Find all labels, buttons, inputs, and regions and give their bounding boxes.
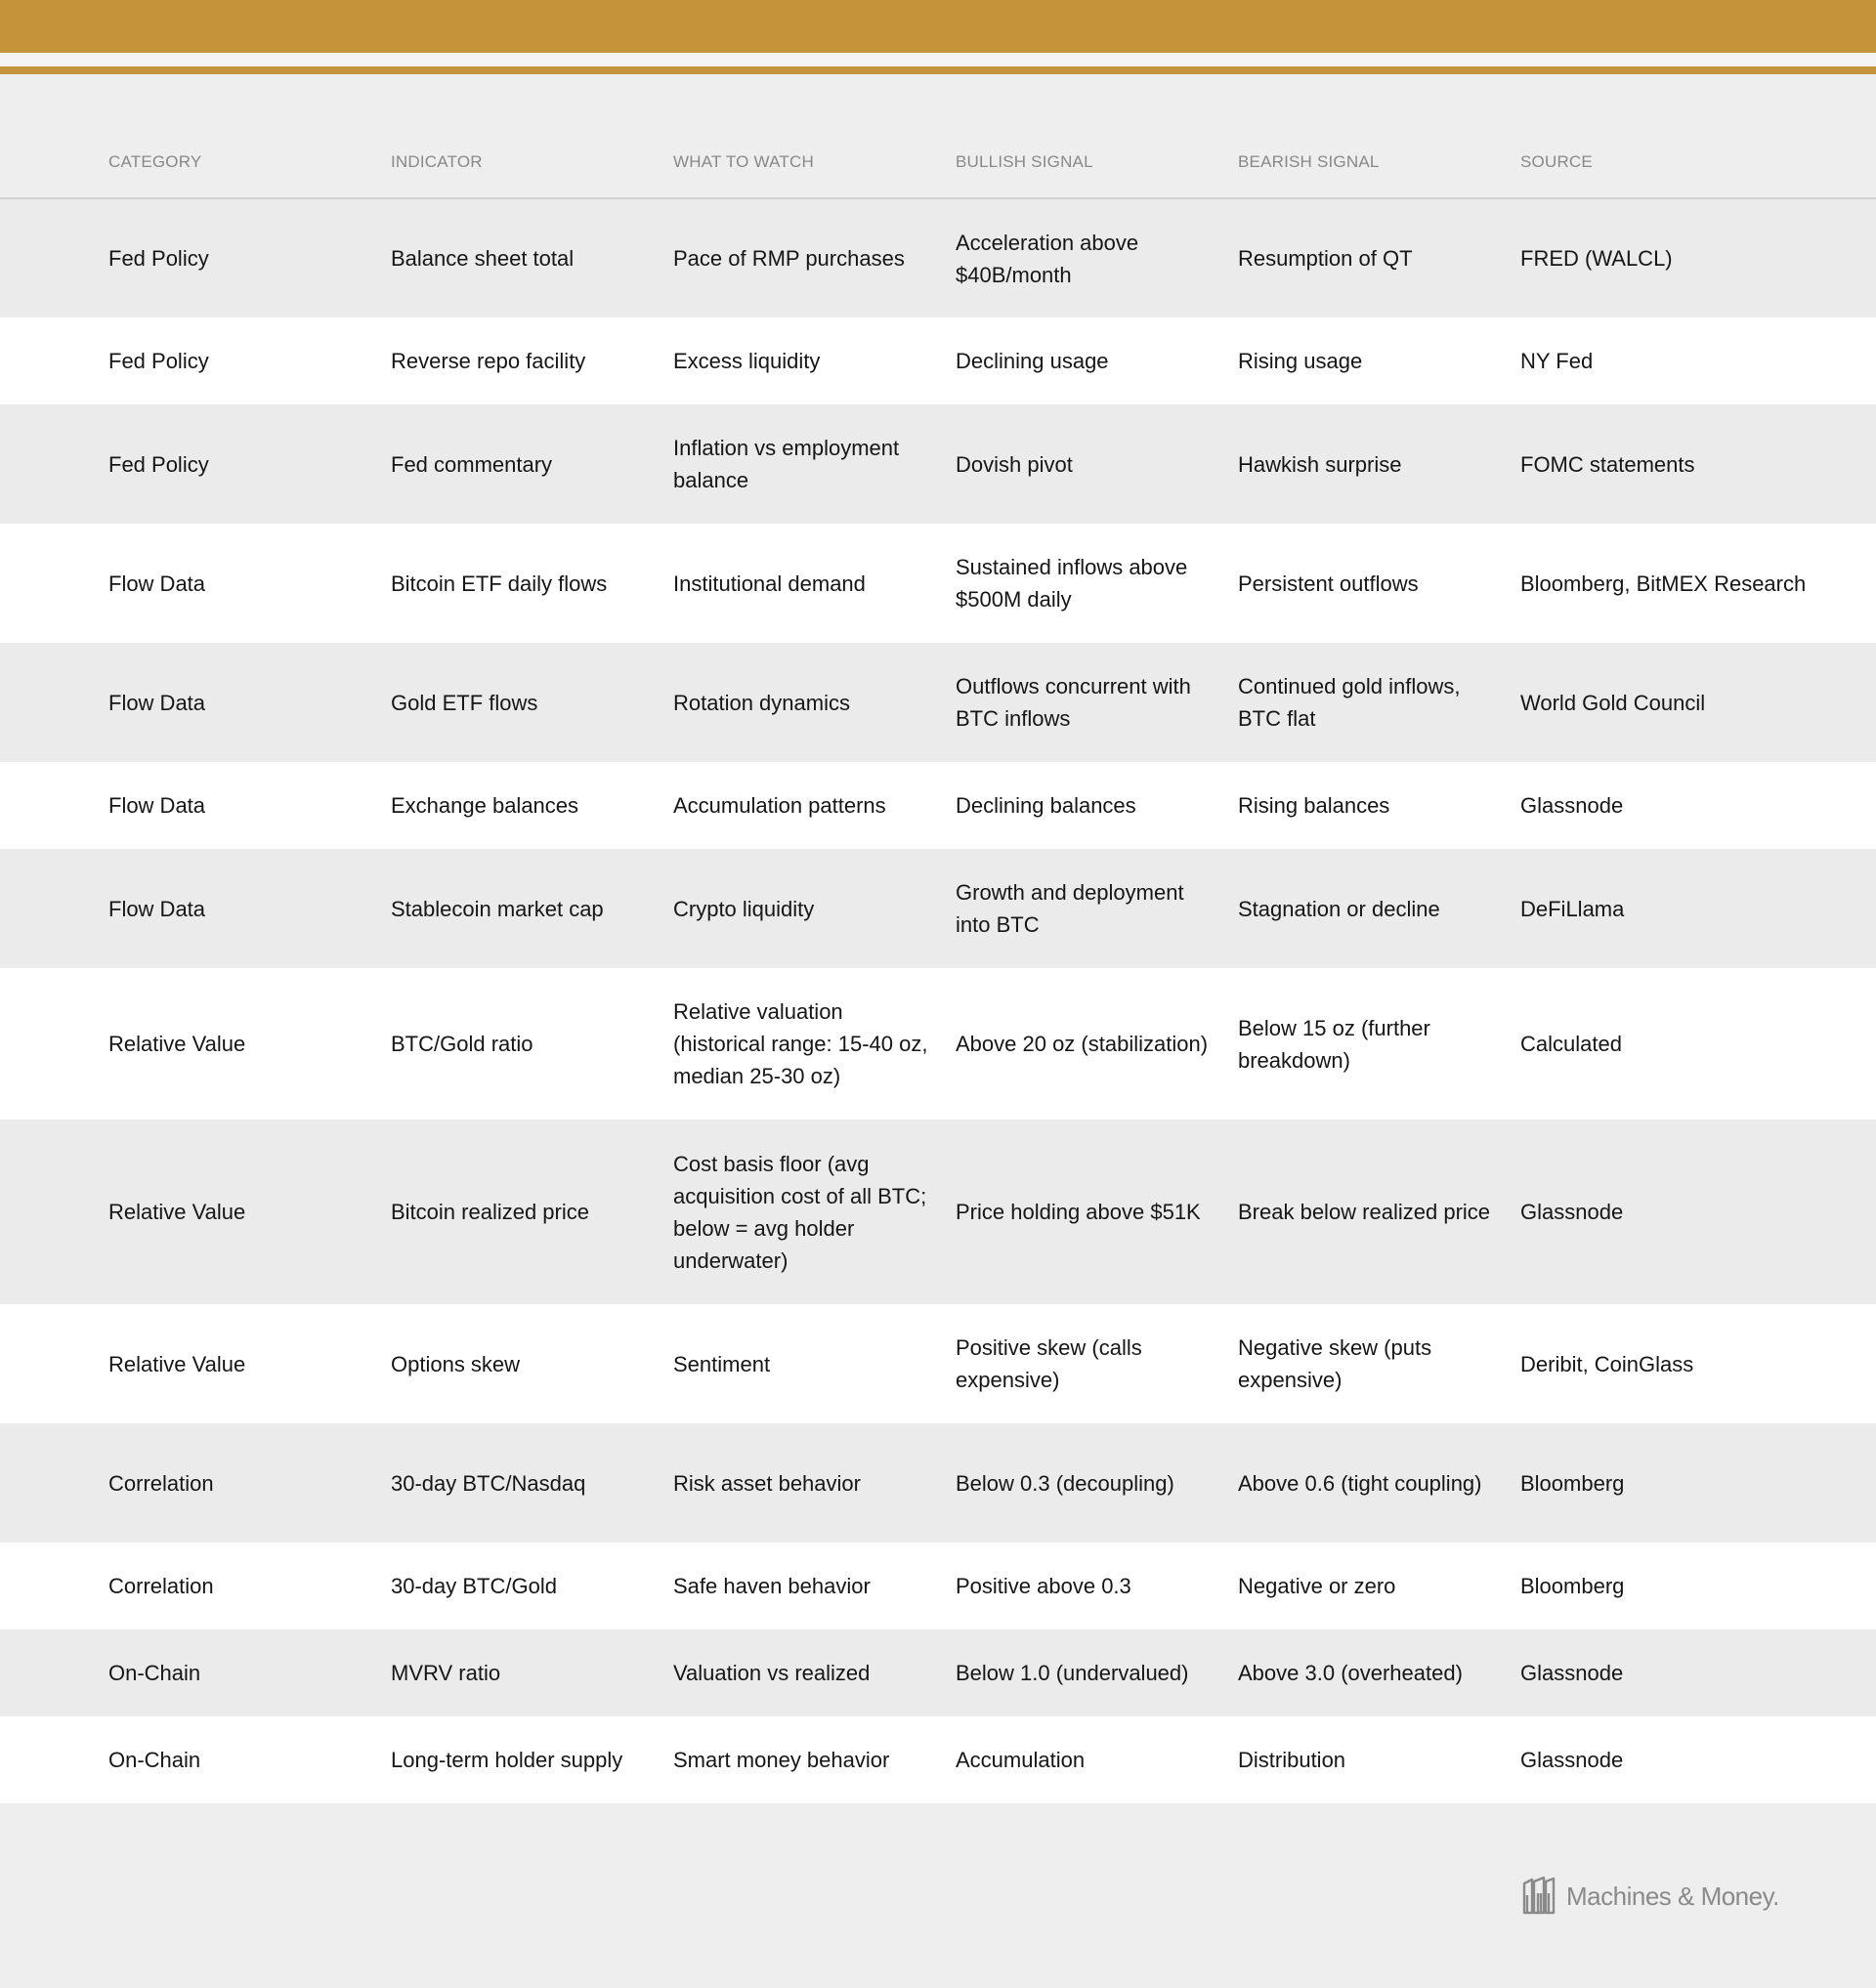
bullish-signal-cell: Acceleration above $40B/month (956, 230, 1139, 287)
table-row (0, 643, 1876, 762)
table-row (0, 317, 1876, 404)
bullish-signal-cell: Below 0.3 (decoupling) (956, 1470, 1174, 1496)
indicator-cell: Gold ETF flows (391, 690, 538, 715)
bullish-signal-cell: Outflows concurrent with BTC inflows (956, 674, 1191, 731)
source-cell: Bloomberg, BitMEX Research (1520, 571, 1807, 596)
row-spacer (0, 643, 108, 762)
bullish-signal-cell: Declining usage (956, 349, 1109, 373)
indicator-cell: BTC/Gold ratio (391, 1032, 533, 1056)
bearish-signal-cell: Break below realized price (1238, 1200, 1491, 1224)
category-cell: On-Chain (108, 1748, 201, 1772)
category-cell: Fed Policy (108, 451, 209, 477)
header-bearish-signal: BEARISH SIGNAL (1238, 127, 1520, 198)
header-source: SOURCE (1520, 127, 1876, 198)
machines-money-logo-icon (1521, 1876, 1556, 1917)
brand-name: Machines & Money. (1566, 1881, 1779, 1911)
what-to-watch-cell: Relative valuation (historical range: 15-40 oz, median 25-30 oz) (673, 999, 928, 1088)
category-cell: Correlation (108, 1574, 214, 1598)
top-accent-band (0, 0, 1876, 53)
category-cell: Flow Data (108, 690, 206, 715)
source-cell: Deribit, CoinGlass (1520, 1351, 1694, 1376)
row-spacer (0, 762, 108, 849)
bearish-signal-cell: Above 0.6 (tight coupling) (1238, 1470, 1482, 1496)
indicator-cell: 30-day BTC/Gold (391, 1574, 557, 1598)
what-to-watch-cell: Sentiment (673, 1351, 771, 1376)
what-to-watch-cell: Accumulation patterns (673, 793, 886, 818)
indicator-cell: Reverse repo facility (391, 349, 586, 373)
row-spacer (0, 317, 108, 404)
bearish-signal-cell: Resumption of QT (1238, 246, 1413, 271)
table-row (0, 1120, 1876, 1304)
bullish-signal-cell: Price holding above $51K (956, 1200, 1201, 1224)
table-row (0, 1716, 1876, 1803)
indicator-cell: Options skew (391, 1351, 521, 1376)
source-cell: Glassnode (1520, 1661, 1624, 1685)
what-to-watch-cell: Safe haven behavior (673, 1574, 871, 1598)
source-cell: Calculated (1520, 1032, 1622, 1056)
table-row (0, 524, 1876, 643)
bullish-signal-cell: Positive skew (calls expensive) (956, 1335, 1142, 1392)
bullish-signal-cell: Above 20 oz (stabilization) (956, 1032, 1209, 1056)
category-cell: Relative Value (108, 1351, 246, 1376)
top-accent-line (0, 66, 1876, 74)
category-cell: On-Chain (108, 1661, 201, 1685)
source-cell: Bloomberg (1520, 1470, 1625, 1496)
category-cell: Flow Data (108, 571, 206, 596)
what-to-watch-cell: Institutional demand (673, 571, 866, 596)
table-row (0, 1304, 1876, 1423)
header-bullish-signal: BULLISH SIGNAL (956, 127, 1238, 198)
source-cell: Glassnode (1520, 1748, 1624, 1772)
row-spacer (0, 524, 108, 643)
row-spacer (0, 1716, 108, 1803)
what-to-watch-cell: Excess liquidity (673, 349, 821, 373)
bearish-signal-cell: Continued gold inflows, BTC flat (1238, 674, 1461, 731)
bullish-signal-cell: Sustained inflows above $500M daily (956, 555, 1188, 612)
what-to-watch-cell: Crypto liquidity (673, 896, 815, 921)
row-spacer (0, 198, 108, 317)
category-cell: Relative Value (108, 1032, 246, 1056)
indicator-cell: Balance sheet total (391, 246, 575, 271)
row-spacer (0, 1304, 108, 1423)
bearish-signal-cell: Rising balances (1238, 793, 1390, 818)
indicator-cell: Bitcoin ETF daily flows (391, 571, 608, 596)
what-to-watch-cell: Cost basis floor (avg acquisition cost of all BTC; below = avg holder underwater) (673, 1151, 927, 1273)
bearish-signal-cell: Distribution (1238, 1748, 1346, 1772)
table-header (0, 127, 1876, 198)
indicator-cell: Long-term holder supply (391, 1748, 623, 1772)
bullish-signal-cell: Dovish pivot (956, 451, 1073, 477)
table-row (0, 1543, 1876, 1629)
row-spacer (0, 1629, 108, 1716)
what-to-watch-cell: Inflation vs employment balance (673, 436, 900, 492)
source-cell: Glassnode (1520, 1200, 1624, 1224)
indicator-cell: Exchange balances (391, 793, 579, 818)
row-spacer (0, 968, 108, 1120)
category-cell: Fed Policy (108, 349, 209, 373)
bullish-signal-cell: Declining balances (956, 793, 1136, 818)
header-indicator: INDICATOR (391, 127, 673, 198)
bearish-signal-cell: Negative skew (puts expensive) (1238, 1335, 1432, 1392)
indicator-cell: MVRV ratio (391, 1661, 501, 1685)
row-spacer (0, 404, 108, 524)
bullish-signal-cell: Positive above 0.3 (956, 1574, 1131, 1598)
table-row (0, 404, 1876, 524)
bearish-signal-cell: Hawkish surprise (1238, 451, 1402, 477)
bullish-signal-cell: Accumulation (956, 1748, 1086, 1772)
what-to-watch-cell: Risk asset behavior (673, 1470, 861, 1496)
category-cell: Flow Data (108, 793, 206, 818)
table-row (0, 849, 1876, 968)
bullish-signal-cell: Below 1.0 (undervalued) (956, 1661, 1189, 1685)
indicator-cell: Stablecoin market cap (391, 896, 604, 921)
table-row (0, 762, 1876, 849)
what-to-watch-cell: Smart money behavior (673, 1748, 890, 1772)
source-cell: Glassnode (1520, 793, 1624, 818)
source-cell: World Gold Council (1520, 690, 1706, 715)
indicator-table-container (0, 127, 1876, 1803)
source-cell: FRED (WALCL) (1520, 246, 1673, 271)
indicator-table (0, 127, 1876, 1803)
indicator-cell: 30-day BTC/Nasdaq (391, 1470, 586, 1496)
category-cell: Correlation (108, 1470, 214, 1496)
row-spacer (0, 1543, 108, 1629)
header-category: CATEGORY (108, 127, 391, 198)
table-row (0, 1423, 1876, 1543)
table-row (0, 198, 1876, 317)
header-spacer (0, 127, 108, 198)
indicator-cell: Bitcoin realized price (391, 1200, 589, 1224)
indicator-cell: Fed commentary (391, 451, 553, 477)
bearish-signal-cell: Below 15 oz (further breakdown) (1238, 1015, 1430, 1073)
bearish-signal-cell: Rising usage (1238, 349, 1363, 373)
bearish-signal-cell: Persistent outflows (1238, 571, 1419, 596)
source-cell: FOMC statements (1520, 451, 1695, 477)
row-spacer (0, 1423, 108, 1543)
header-row (0, 127, 1876, 198)
table-row (0, 968, 1876, 1120)
source-cell: NY Fed (1520, 349, 1594, 373)
bearish-signal-cell: Above 3.0 (overheated) (1238, 1661, 1463, 1685)
source-cell: Bloomberg (1520, 1574, 1625, 1598)
bearish-signal-cell: Stagnation or decline (1238, 896, 1440, 921)
category-cell: Flow Data (108, 896, 206, 921)
category-cell: Fed Policy (108, 246, 209, 271)
row-spacer (0, 1120, 108, 1304)
top-accent-gap (0, 53, 1876, 66)
source-cell: DeFiLlama (1520, 896, 1625, 921)
table-body (0, 198, 1876, 1803)
what-to-watch-cell: Rotation dynamics (673, 690, 850, 715)
footer-brand (1521, 1876, 1779, 1917)
table-row (0, 1629, 1876, 1716)
header-what-to-watch: WHAT TO WATCH (673, 127, 956, 198)
what-to-watch-cell: Pace of RMP purchases (673, 246, 905, 271)
bullish-signal-cell: Growth and deployment into BTC (956, 880, 1184, 937)
category-cell: Relative Value (108, 1200, 246, 1224)
what-to-watch-cell: Valuation vs realized (673, 1661, 871, 1685)
row-spacer (0, 849, 108, 968)
bearish-signal-cell: Negative or zero (1238, 1574, 1396, 1598)
